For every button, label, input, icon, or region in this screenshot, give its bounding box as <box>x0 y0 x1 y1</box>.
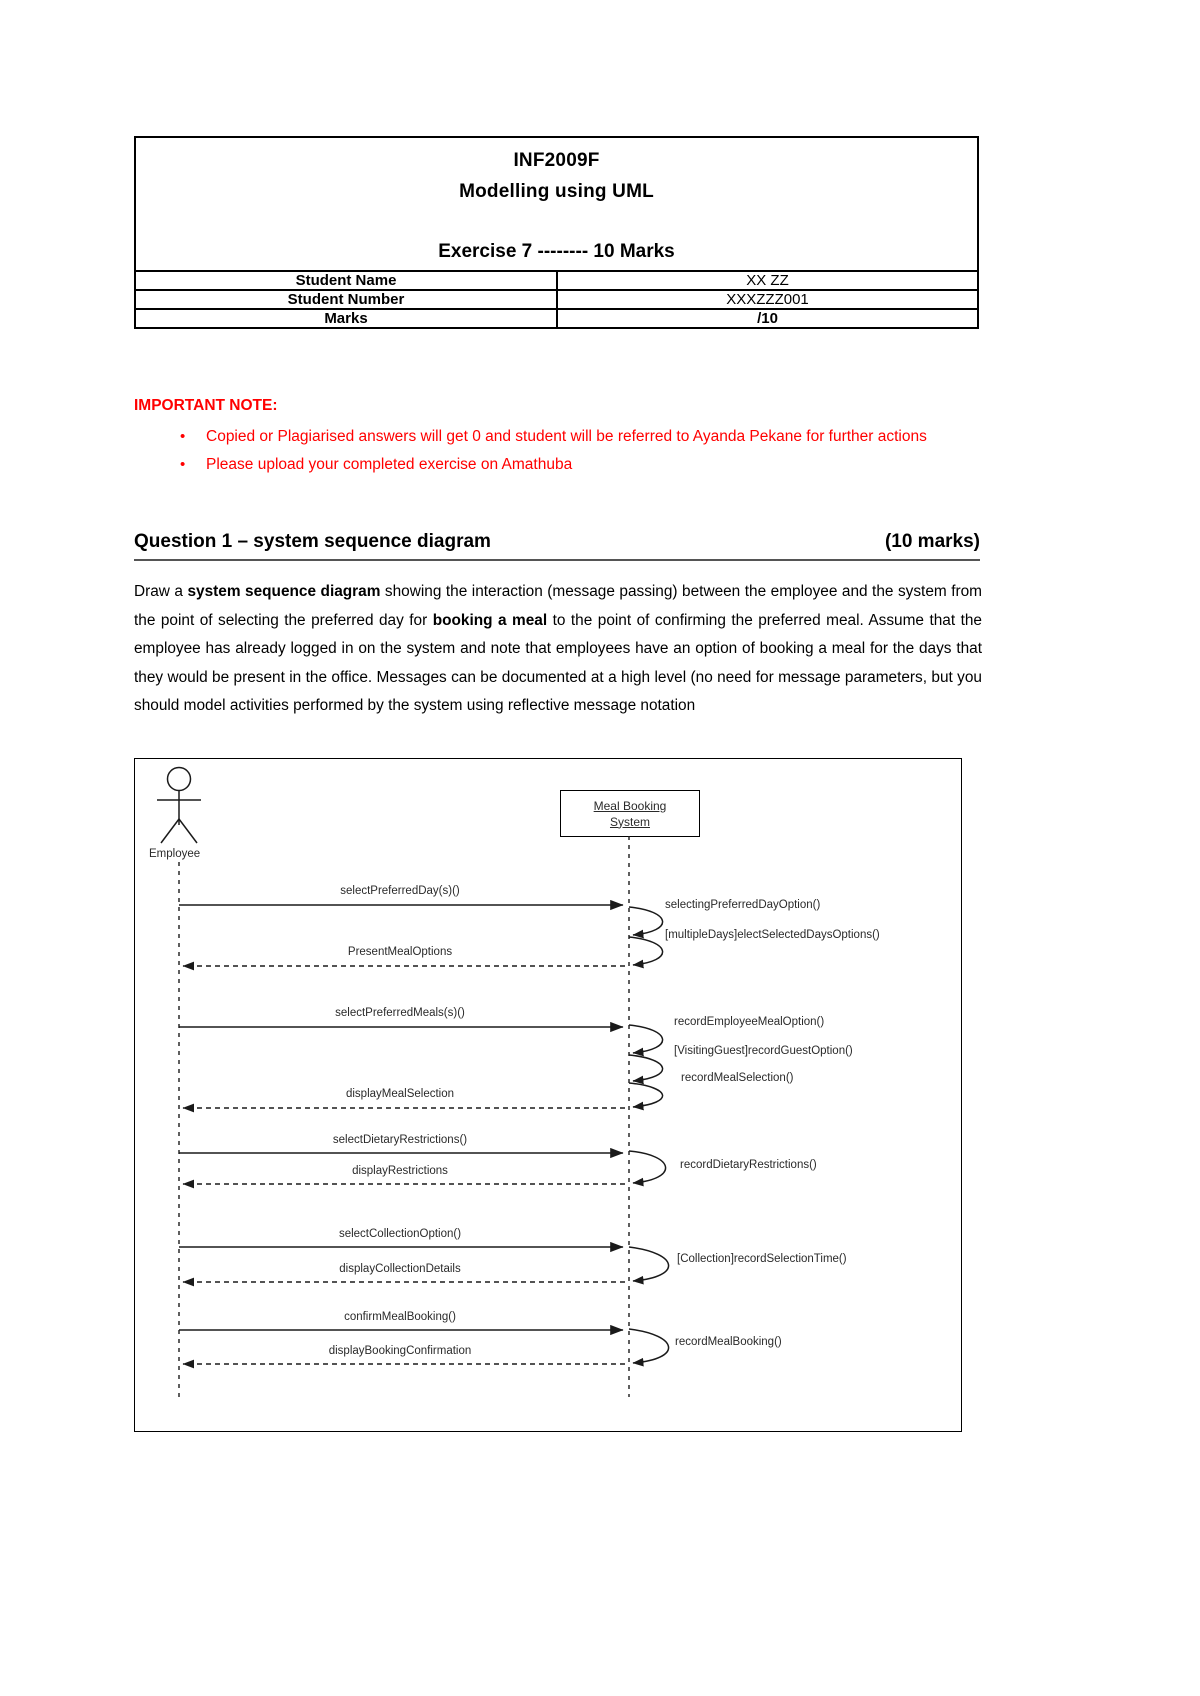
important-note-title: IMPORTANT NOTE: <box>134 397 278 414</box>
table-row <box>135 309 978 328</box>
course-code: INF2009F <box>513 150 600 171</box>
message-label-m13: selectCollectionOption() <box>338 1228 462 1240</box>
message-label-m11: recordDietaryRestrictions() <box>680 1159 817 1171</box>
message-label-m12: displayRestrictions <box>352 1165 448 1177</box>
message-label-m2: selectingPreferredDayOption() <box>665 899 821 911</box>
message-label-m8: recordMealSelection() <box>681 1072 794 1084</box>
student-name-label: Student Name <box>135 271 557 290</box>
student-number-label: Student Number <box>135 290 557 309</box>
question-heading <box>134 531 980 561</box>
message-label-m14: [Collection]recordSelectionTime() <box>677 1253 847 1265</box>
course-title: Modelling using UML <box>459 181 654 202</box>
cover-info-table <box>134 136 979 329</box>
question-marks: (10 marks) <box>884 531 980 552</box>
student-name-value: XX ZZ <box>557 271 978 290</box>
exercise-line: Exercise 7 -------- 10 Marks <box>438 241 675 262</box>
message-label-m16: confirmMealBooking() <box>344 1311 456 1323</box>
title-spacer <box>136 207 977 237</box>
list-item <box>134 451 984 479</box>
table-row-title <box>135 137 978 271</box>
important-note-block <box>134 397 984 479</box>
message-label-m4: PresentMealOptions <box>347 946 453 958</box>
marks-label: Marks <box>135 309 557 328</box>
message-label-m9: displayMealSelection <box>345 1088 455 1100</box>
diagram-svg <box>135 759 961 1431</box>
message-label-m18: displayBookingConfirmation <box>328 1345 472 1357</box>
list-item-text: Please upload your completed exercise on Amathuba <box>206 456 573 473</box>
table-row <box>135 271 978 290</box>
diagram-canvas <box>135 759 961 1431</box>
question-body-text: Draw a system sequence diagram showing the interaction (message passing) between the employee and the system from the point of selecting the preferred day for booking a meal to the point of confirming the preferred meal. Assume that the employee has already logged in on the system and note that employees have an option of booking a meal for the days that they would be present in the office. Messages can be documented at a high level (no need for message parameters, but you should model activities performed by the system using reflective message notation <box>134 583 982 715</box>
table-row <box>135 290 978 309</box>
title-cell <box>135 137 978 271</box>
message-label-m5: selectPreferredMeals(s)() <box>335 1007 465 1019</box>
actor-label: Employee <box>149 848 201 860</box>
message-label-m1: selectPreferredDay(s)() <box>340 885 460 897</box>
message-label-m6: recordEmployeeMealOption() <box>674 1016 825 1028</box>
marks-value: /10 <box>557 309 978 328</box>
list-item-text: Copied or Plagiarised answers will get 0 and student will be referred to Ayanda Pekane for further actions <box>206 428 927 445</box>
sequence-diagram <box>134 758 962 1432</box>
message-label-m3: [multipleDays]electSelectedDaysOptions() <box>665 929 880 941</box>
list-item <box>134 423 984 451</box>
question-title: Question 1 – system sequence diagram <box>134 531 491 552</box>
bullet-icon: • <box>180 428 186 445</box>
actor-stick-figure <box>157 768 201 844</box>
student-number-value: XXXZZZ001 <box>557 290 978 309</box>
message-label-m7: [VisitingGuest]recordGuestOption() <box>674 1045 853 1057</box>
bullet-icon: • <box>180 456 186 473</box>
system-name-line1: Meal Booking <box>593 798 667 813</box>
system-name-line2: System <box>609 814 650 829</box>
message-label-m15: displayCollectionDetails <box>339 1263 461 1275</box>
message-label-m17: recordMealBooking() <box>675 1336 782 1348</box>
important-note-list <box>134 423 984 479</box>
message-label-m10: selectDietaryRestrictions() <box>332 1134 468 1146</box>
